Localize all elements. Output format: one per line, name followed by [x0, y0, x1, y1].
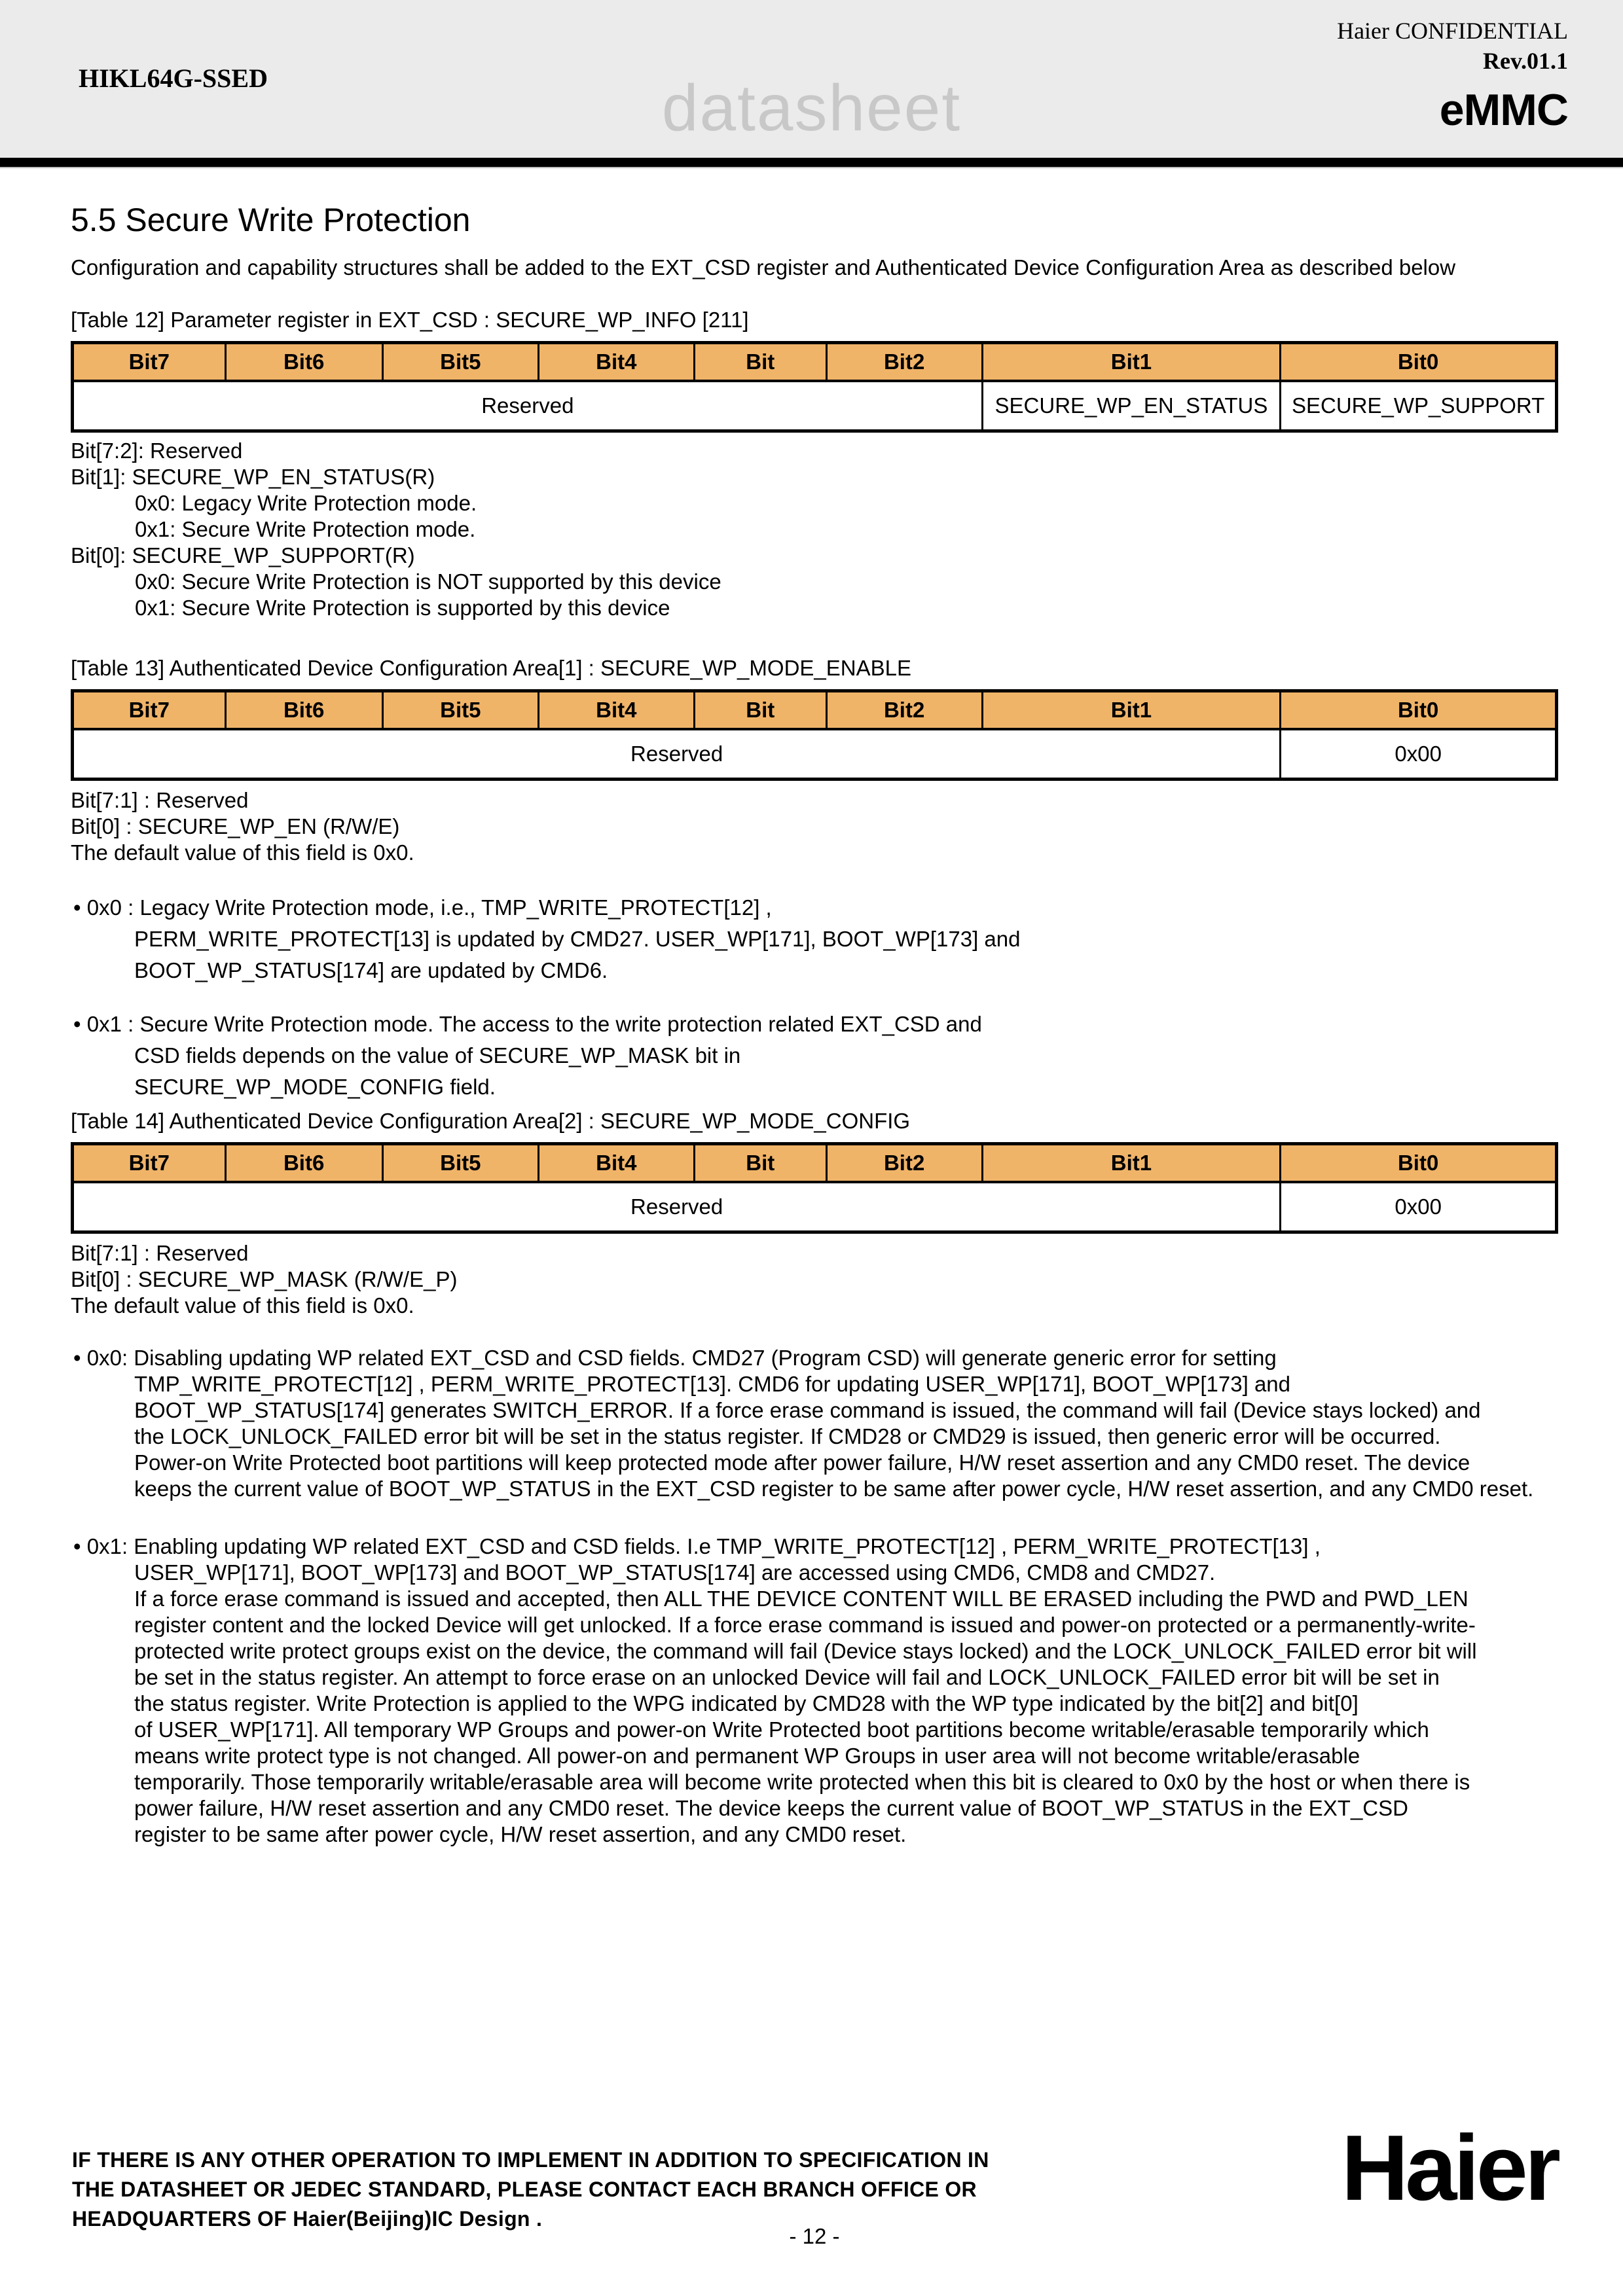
- notice-line: THE DATASHEET OR JEDEC STANDARD, PLEASE CONTACT EACH BRANCH OFFICE OR: [72, 2178, 977, 2201]
- desc-line: Bit[7:2]: Reserved: [71, 439, 243, 463]
- table14-caption: [Table 14] Authenticated Device Configuration Area[2] : SECURE_WP_MODE_CONFIG: [71, 1109, 911, 1133]
- desc-line: 0x0: Legacy Write Protection mode.: [135, 491, 477, 515]
- reserved-cell: Reserved: [73, 381, 983, 431]
- table13-description: [71, 787, 1558, 866]
- bit0-value-cell: 0x00: [1281, 729, 1557, 780]
- table12-value-row: [73, 381, 1557, 431]
- page-number: - 12 -: [789, 2224, 840, 2248]
- bit-header-cell: Bit7: [73, 691, 226, 730]
- bit-header-cell: Bit1: [982, 1144, 1281, 1183]
- bullet-line: protected write protect groups exist on the device, the command will fail (Device stays locked) and the LOCK_UNLOCK_FAILED error bit will: [134, 1639, 1477, 1663]
- secure-wp-en-bullet-0x1: [71, 1009, 1558, 1103]
- bit-header-cell: Bit6: [225, 343, 382, 382]
- bit-header-cell: Bit5: [382, 691, 538, 730]
- table13-bit-table: [71, 689, 1558, 781]
- bit-header-cell: Bit: [694, 343, 826, 382]
- bullet-line: • 0x1: Enabling updating WP related EXT_CSD and CSD fields. I.e TMP_WRITE_PROTECT[12] , PERM_WRITE_PROTECT[13] ,: [71, 1534, 1558, 1560]
- secure-wp-mask-bullet-0x0: [71, 1345, 1558, 1502]
- table12-header-row: [73, 343, 1557, 382]
- section-title: 5.5 Secure Write Protection: [71, 202, 471, 238]
- bit-header-cell: Bit0: [1281, 691, 1557, 730]
- notice-line: HEADQUARTERS OF Haier(Beijing)IC Design .: [72, 2207, 543, 2231]
- bullet-line: means write protect type is not changed. All power-on and permanent WP Groups in user area will not become writable/erasable: [134, 1744, 1360, 1768]
- bit-header-cell: Bit2: [826, 691, 982, 730]
- desc-line: The default value of this field is 0x0.: [71, 1293, 414, 1318]
- bullet-line: CSD fields depends on the value of SECURE_WP_MASK bit in: [134, 1043, 741, 1067]
- product-code: HIKL64G-SSED: [79, 63, 268, 93]
- bullet-line: register to be same after power cycle, H/W reset assertion, and any CMD0 reset.: [134, 1822, 907, 1846]
- bullet-line: be set in the status register. An attempt to force erase on an unlocked Device will fail and LOCK_UNLOCK_FAILED error bit will be set in: [134, 1665, 1440, 1689]
- table14-description: [71, 1240, 1558, 1319]
- bit0-value-cell: SECURE_WP_SUPPORT: [1281, 381, 1557, 431]
- bullet-line: of USER_WP[171]. All temporary WP Groups and power-on Write Protected boot partitions become writable/erasable temporarily which: [134, 1717, 1429, 1742]
- desc-line: Bit[7:1] : Reserved: [71, 1241, 249, 1265]
- bullet-line: USER_WP[171], BOOT_WP[173] and BOOT_WP_STATUS[174] are accessed using CMD6, CMD8 and CMD27.: [134, 1560, 1216, 1585]
- notice-line: IF THERE IS ANY OTHER OPERATION TO IMPLEMENT IN ADDITION TO SPECIFICATION IN: [72, 2148, 989, 2172]
- bullet-line: BOOT_WP_STATUS[174] generates SWITCH_ERROR. If a force erase command is issued, the command will fail (Device stays locked) and: [134, 1398, 1481, 1422]
- bullet-line: PERM_WRITE_PROTECT[13] is updated by CMD27. USER_WP[171], BOOT_WP[173] and: [134, 927, 1021, 951]
- desc-line: The default value of this field is 0x0.: [71, 840, 414, 865]
- desc-line: Bit[7:1] : Reserved: [71, 788, 249, 812]
- bit-header-cell: Bit5: [382, 1144, 538, 1183]
- bullet-line: Power-on Write Protected boot partitions will keep protected mode after power failure, H/W reset assertion and any CMD0 reset. The device: [134, 1450, 1470, 1475]
- doc-type-label: eMMC: [1439, 85, 1568, 135]
- datasheet-watermark: datasheet: [661, 71, 962, 145]
- bullet-line: SECURE_WP_MODE_CONFIG field.: [134, 1075, 496, 1099]
- page-header: [0, 0, 1623, 158]
- bit-header-cell: Bit7: [73, 1144, 226, 1183]
- bullet-line: If a force erase command is issued and accepted, then ALL THE DEVICE CONTENT WILL BE ERASED including the PWD and PWD_LEN: [134, 1587, 1468, 1611]
- bullet-line: power failure, H/W reset assertion and any CMD0 reset. The device keeps the current value of BOOT_WP_STATUS in the EXT_CSD: [134, 1796, 1408, 1820]
- haier-logo: Haier: [1341, 2116, 1558, 2220]
- bit-header-cell: Bit7: [73, 343, 226, 382]
- desc-line: Bit[0] : SECURE_WP_MASK (R/W/E_P): [71, 1267, 458, 1291]
- desc-line: Bit[0] : SECURE_WP_EN (R/W/E): [71, 814, 400, 838]
- reserved-cell: Reserved: [73, 1182, 1281, 1232]
- bit1-value-cell: SECURE_WP_EN_STATUS: [982, 381, 1281, 431]
- bit-header-cell: Bit1: [982, 343, 1281, 382]
- table12-bit-table: [71, 341, 1558, 433]
- desc-line: Bit[1]: SECURE_WP_EN_STATUS(R): [71, 465, 435, 489]
- desc-line: 0x1: Secure Write Protection is supported by this device: [135, 596, 670, 620]
- bit-header-cell: Bit6: [225, 691, 382, 730]
- bit-header-cell: Bit4: [538, 1144, 694, 1183]
- bullet-line: TMP_WRITE_PROTECT[12] , PERM_WRITE_PROTECT[13]. CMD6 for updating USER_WP[171], BOOT_WP[173] and: [134, 1372, 1291, 1396]
- bit-header-cell: Bit2: [826, 343, 982, 382]
- bit-header-cell: Bit6: [225, 1144, 382, 1183]
- table14-bit-table: [71, 1142, 1558, 1234]
- table12-description: [71, 438, 1558, 621]
- desc-line: 0x0: Secure Write Protection is NOT supported by this device: [135, 569, 721, 594]
- table12-caption: [Table 12] Parameter register in EXT_CSD : SECURE_WP_INFO [211]: [71, 308, 749, 332]
- desc-line: Bit[0]: SECURE_WP_SUPPORT(R): [71, 543, 415, 567]
- page-content: [71, 167, 1558, 1848]
- bit-header-cell: Bit: [694, 1144, 826, 1183]
- bit-header-cell: Bit0: [1281, 343, 1557, 382]
- table14-value-row: [73, 1182, 1557, 1232]
- bit-header-cell: Bit4: [538, 691, 694, 730]
- bit-header-cell: Bit2: [826, 1144, 982, 1183]
- intro-paragraph: Configuration and capability structures shall be added to the EXT_CSD register and Authenticated Device Configuration Area as described below: [71, 255, 1456, 279]
- bullet-line: temporarily. Those temporarily writable/erasable area will become write protected when this bit is cleared to 0x0 by the host or when there is: [134, 1770, 1470, 1794]
- bullet-line: the status register. Write Protection is applied to the WPG indicated by CMD28 with the WP type indicated by the bit[2] and bit[0]: [134, 1691, 1359, 1715]
- confidential-label: Haier CONFIDENTIAL: [1337, 18, 1568, 44]
- secure-wp-mask-bullet-0x1: [71, 1534, 1558, 1848]
- footer-notice: [72, 2145, 1198, 2234]
- bit-header-cell: Bit5: [382, 343, 538, 382]
- bullet-line: • 0x0: Disabling updating WP related EXT_CSD and CSD fields. CMD27 (Program CSD) will generate generic error for setting: [71, 1345, 1558, 1371]
- revision-label: Rev.01.1: [1483, 48, 1568, 74]
- desc-line: 0x1: Secure Write Protection mode.: [135, 517, 476, 541]
- bit-header-cell: Bit0: [1281, 1144, 1557, 1183]
- reserved-cell: Reserved: [73, 729, 1281, 780]
- header-right-block: [1337, 16, 1568, 135]
- bit0-value-cell: 0x00: [1281, 1182, 1557, 1232]
- bullet-line: BOOT_WP_STATUS[174] are updated by CMD6.: [134, 958, 608, 982]
- bit-header-cell: Bit: [694, 691, 826, 730]
- bullet-line: register content and the locked Device will get unlocked. If a force erase command is issued and power-on protected or a permanently-write-: [134, 1613, 1476, 1637]
- secure-wp-en-bullet-0x0: [71, 892, 1558, 986]
- bit-header-cell: Bit1: [982, 691, 1281, 730]
- table13-value-row: [73, 729, 1557, 780]
- table14-header-row: [73, 1144, 1557, 1183]
- bullet-line: • 0x0 : Legacy Write Protection mode, i.e., TMP_WRITE_PROTECT[12] ,: [71, 892, 1558, 924]
- bit-header-cell: Bit4: [538, 343, 694, 382]
- bullet-line: • 0x1 : Secure Write Protection mode. The access to the write protection related EXT_CSD and: [71, 1009, 1558, 1040]
- bullet-line: the LOCK_UNLOCK_FAILED error bit will be set in the status register. If CMD28 or CMD29 is issued, then generic error will be occurred.: [134, 1424, 1441, 1448]
- table13-header-row: [73, 691, 1557, 730]
- table13-caption: [Table 13] Authenticated Device Configuration Area[1] : SECURE_WP_MODE_ENABLE: [71, 656, 911, 680]
- bullet-line: keeps the current value of BOOT_WP_STATUS in the EXT_CSD register to be same after power cycle, H/W reset assertion, and any CMD0 reset.: [134, 1477, 1534, 1501]
